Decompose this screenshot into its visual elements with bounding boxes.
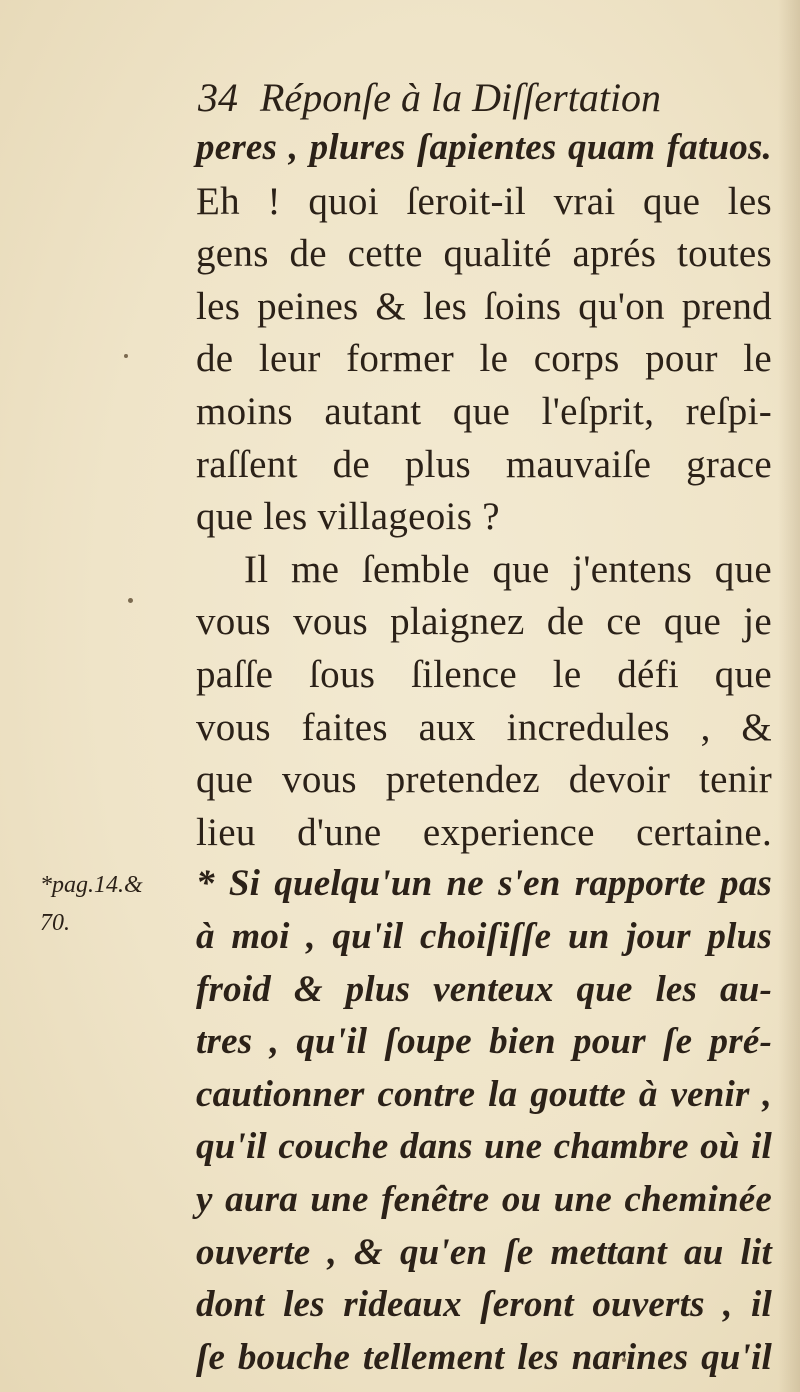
- text-line: peres , plures ſapientes quam fatuos.: [196, 127, 772, 168]
- text-line: cautionner contre la goutte à venir ,: [196, 1074, 772, 1115]
- text-line: gens de cette qualité aprés toutes: [196, 232, 772, 275]
- text-line: à moi , qu'il choiſiſſe un jour plus: [196, 916, 772, 957]
- paper-speck: [128, 598, 133, 603]
- text-line: vous faites aux incredules , &: [196, 706, 772, 749]
- text-line: * Si quelqu'un ne s'en rapporte pas: [196, 863, 772, 904]
- text-line: froid & plus venteux que les au-: [196, 969, 772, 1010]
- paper-speck: [124, 354, 128, 358]
- margin-note-ref-cont: 70.: [40, 910, 70, 936]
- text-line: y aura une fenêtre ou une cheminée: [196, 1179, 772, 1220]
- text-line: dont les rideaux ſeront ouverts , il: [196, 1284, 772, 1325]
- running-header: [198, 74, 758, 124]
- running-title: Réponſe à la Diſſertation: [260, 75, 662, 120]
- text-line: lieu d'une experience certaine.: [196, 811, 772, 854]
- text-line: que vous pretendez devoir tenir: [196, 758, 772, 801]
- text-line: raſſent de plus mauvaiſe grace: [196, 443, 772, 486]
- page-gutter-shadow: [778, 0, 800, 1392]
- text-line: moins autant que l'eſprit, reſpi-: [196, 390, 772, 433]
- text-line: ſe bouche tellement les narines qu'il: [196, 1337, 772, 1378]
- text-line: les peines & les ſoins qu'on prend: [196, 285, 772, 328]
- margin-note-ref: *pag.14.&: [40, 872, 143, 898]
- text-line: vous vous plaignez de ce que je: [196, 600, 772, 643]
- text-line: Il me ſemble que j'entens que: [244, 548, 772, 591]
- page-number: 34: [198, 75, 238, 120]
- text-line: Eh ! quoi ſeroit-il vrai que les: [196, 180, 772, 223]
- text-line: qu'il couche dans une chambre où il: [196, 1126, 772, 1167]
- text-line: tres , qu'il ſoupe bien pour ſe pré-: [196, 1021, 772, 1062]
- text-line: ouverte , & qu'en ſe mettant au lit: [196, 1232, 772, 1273]
- text-line: paſſe ſous ſilence le défi que: [196, 653, 772, 696]
- text-line: que les villageois ?: [196, 495, 500, 538]
- text-line: de leur former le corps pour le: [196, 337, 772, 380]
